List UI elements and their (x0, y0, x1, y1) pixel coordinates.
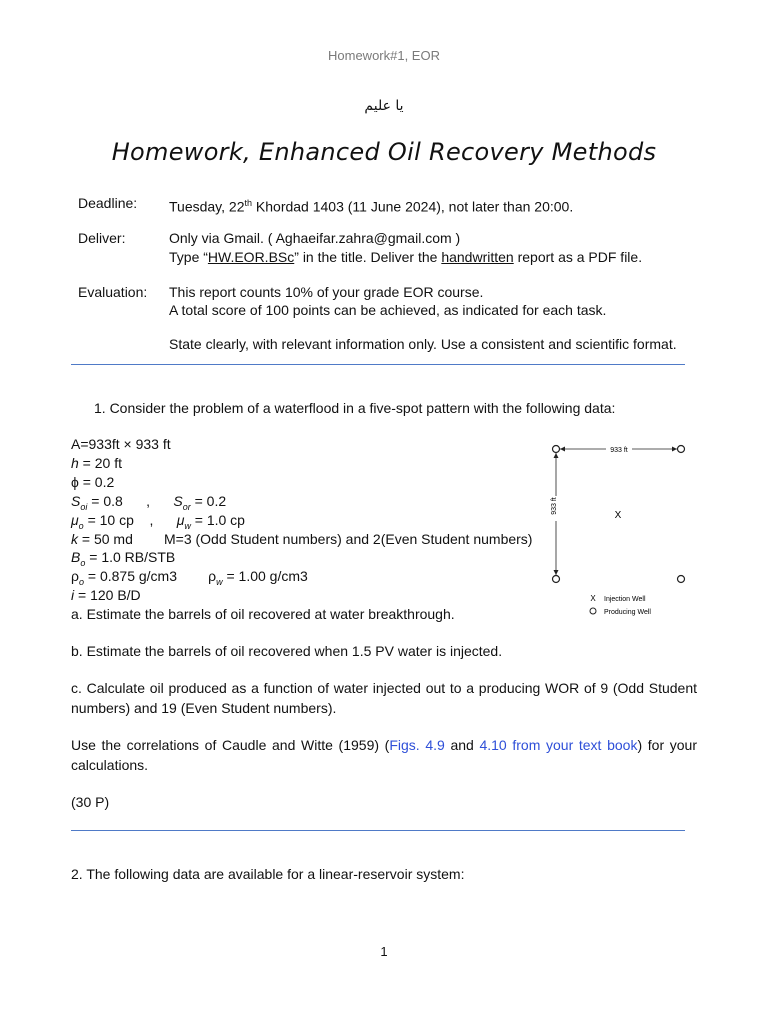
evaluation-line-2: A total score of 100 points can be achieved, as indicated for each task. (169, 302, 607, 318)
figure-4-9-link[interactable]: Figs. 4.9 (389, 737, 445, 753)
deadline-label: Deadline: (78, 195, 138, 211)
divider-1 (71, 364, 685, 365)
q1-data-saturations: $S_{oi} = 0.8$ , $S_{or} = 0.2$ (71, 493, 227, 512)
evaluation-line-1: This report counts 10% of your grade EOR course. (169, 284, 484, 300)
legend-injection-icon: X (590, 594, 596, 603)
evaluation-line-3: State clearly, with relevant information only. Use a consistent and scientific format. (169, 336, 677, 352)
q1-data-permeability: k = 50 md M=3 (Odd Student numbers) and 2(Even Student numbers) (71, 531, 533, 547)
q1-data-viscosities: $\mu_o = 10$ cp , $\mu_w = 1.0$ cp (71, 512, 245, 531)
divider-2 (71, 830, 685, 831)
q1-part-b: b. Estimate the barrels of oil recovered when 1.5 PV water is injected. (71, 643, 503, 659)
q1-intro: 1. Consider the problem of a waterflood in a five-spot pattern with the following data: (94, 400, 616, 416)
page-header: Homework#1, EOR (328, 48, 440, 63)
legend-injection-label: Injection Well (604, 596, 646, 603)
q1-data-porosity: ϕ = 0.2 (71, 474, 115, 490)
q1-correlation-note: Use the correlations of Caudle and Witte (1959) (Figs. 4.9 and 4.10 from your text book) for your calculations. (71, 737, 698, 773)
top-left-producing-well (553, 446, 560, 453)
evaluation-label: Evaluation: (78, 284, 148, 300)
deadline-value: Tuesday, 22th Khordad 1403 (11 June 2024), not later than 20:00. (169, 198, 574, 215)
q1-part-c: c. Calculate oil produced as a function of water injected out to a producing WOR of 9 (Odd Student numbers) and 19 (Even Student numbers). (71, 680, 697, 716)
legend-producing-label: Producing Well (604, 609, 651, 616)
bottom-right-producing-well (678, 576, 685, 583)
injection-well-mark: X (614, 510, 622, 521)
horizontal-dimension-label: 933 ft (610, 447, 628, 454)
bottom-left-producing-well (553, 576, 560, 583)
arabic-invocation: يا عليم (364, 98, 404, 114)
deliver-line-2: Type “HW.EOR.BSc” in the title. Deliver the handwritten report as a PDF file. (169, 249, 643, 265)
q1-data-injection-rate: i = 120 B/D (71, 587, 141, 603)
five-spot-pattern-figure (544, 436, 694, 621)
vertical-dimension-label: 933 ft (551, 497, 558, 515)
top-right-producing-well (678, 446, 685, 453)
deliver-line-1: Only via Gmail. ( Aghaeifar.zahra@gmail.com ) (169, 230, 461, 246)
q1-data-area: A=933ft × 933 ft (71, 436, 171, 452)
q2-intro: 2. The following data are available for a linear-reservoir system: (71, 866, 465, 882)
page-number: 1 (380, 944, 388, 959)
q1-points: (30 P) (71, 794, 110, 810)
q1-data-densities: $\rho_o = 0.875$ g/cm3 $\rho_w = 1.00$ g/cm3 (71, 568, 308, 587)
q1-data-thickness: h = 20 ft (71, 455, 122, 471)
figure-4-10-link[interactable]: 4.10 from your text book (479, 737, 638, 753)
deliver-label: Deliver: (78, 230, 126, 246)
q1-part-a: a. Estimate the barrels of oil recovered at water breakthrough. (71, 606, 455, 622)
q1-data-fvf: $B_o = 1.0$ RB/STB (71, 549, 176, 568)
legend-producing-icon (590, 608, 596, 614)
document-title: Homework, Enhanced Oil Recovery Methods (111, 138, 657, 166)
